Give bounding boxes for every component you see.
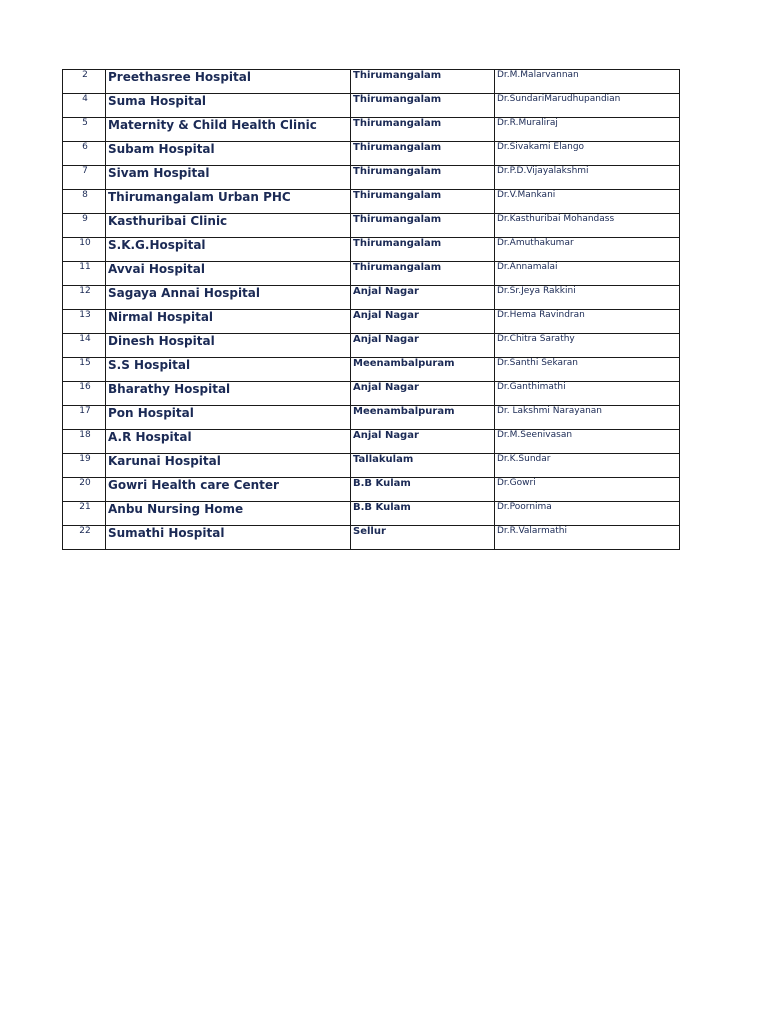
- doctor-name-cell: Dr.Kasthuribai Mohandass: [495, 214, 680, 238]
- doctor-name-cell: Dr.R.Muraliraj: [495, 118, 680, 142]
- doctor-name-cell: Dr.Annamalai: [495, 262, 680, 286]
- serial-number-cell: 10: [63, 238, 106, 262]
- table-row: [63, 502, 680, 526]
- area-cell: Thirumangalam: [351, 262, 495, 286]
- area-cell: Thirumangalam: [351, 142, 495, 166]
- area-cell: Thirumangalam: [351, 214, 495, 238]
- hospital-name-cell: Dinesh Hospital: [106, 334, 351, 358]
- table-row: [63, 454, 680, 478]
- table-row: [63, 262, 680, 286]
- table-row: [63, 478, 680, 502]
- hospital-name-cell: Suma Hospital: [106, 94, 351, 118]
- serial-number-cell: 4: [63, 94, 106, 118]
- table-row: [63, 142, 680, 166]
- serial-number-cell: 14: [63, 334, 106, 358]
- serial-number-cell: 6: [63, 142, 106, 166]
- hospital-name-cell: Nirmal Hospital: [106, 310, 351, 334]
- doctor-name-cell: Dr.M.Seenivasan: [495, 430, 680, 454]
- doctor-name-cell: Dr.Gowri: [495, 478, 680, 502]
- serial-number-cell: 15: [63, 358, 106, 382]
- area-cell: Thirumangalam: [351, 238, 495, 262]
- doctor-name-cell: Dr.P.D.Vijayalakshmi: [495, 166, 680, 190]
- table-row: [63, 310, 680, 334]
- hospital-name-cell: Pon Hospital: [106, 406, 351, 430]
- area-cell: Thirumangalam: [351, 190, 495, 214]
- serial-number-cell: 11: [63, 262, 106, 286]
- hospital-name-cell: Bharathy Hospital: [106, 382, 351, 406]
- doctor-name-cell: Dr.M.Malarvannan: [495, 70, 680, 94]
- table-row: [63, 166, 680, 190]
- table-row: [63, 526, 680, 550]
- table-row: [63, 70, 680, 94]
- table-row: [63, 190, 680, 214]
- serial-number-cell: 17: [63, 406, 106, 430]
- table-row: [63, 94, 680, 118]
- serial-number-cell: 9: [63, 214, 106, 238]
- area-cell: Anjal Nagar: [351, 334, 495, 358]
- table-row: [63, 238, 680, 262]
- hospital-table-body: [63, 70, 680, 550]
- table-row: [63, 406, 680, 430]
- area-cell: Thirumangalam: [351, 94, 495, 118]
- area-cell: Thirumangalam: [351, 118, 495, 142]
- hospital-name-cell: Subam Hospital: [106, 142, 351, 166]
- table-row: [63, 286, 680, 310]
- table-row: [63, 214, 680, 238]
- doctor-name-cell: Dr.Poornima: [495, 502, 680, 526]
- area-cell: Anjal Nagar: [351, 430, 495, 454]
- area-cell: Sellur: [351, 526, 495, 550]
- table-row: [63, 334, 680, 358]
- hospital-name-cell: Sumathi Hospital: [106, 526, 351, 550]
- table-row: [63, 430, 680, 454]
- area-cell: Meenambalpuram: [351, 406, 495, 430]
- doctor-name-cell: Dr. Lakshmi Narayanan: [495, 406, 680, 430]
- hospital-name-cell: A.R Hospital: [106, 430, 351, 454]
- hospital-name-cell: Gowri Health care Center: [106, 478, 351, 502]
- serial-number-cell: 21: [63, 502, 106, 526]
- hospital-name-cell: Sivam Hospital: [106, 166, 351, 190]
- doctor-name-cell: Dr.Hema Ravindran: [495, 310, 680, 334]
- table-row: [63, 358, 680, 382]
- table-row: [63, 382, 680, 406]
- area-cell: Tallakulam: [351, 454, 495, 478]
- hospital-table: [62, 69, 680, 550]
- doctor-name-cell: Dr.Amuthakumar: [495, 238, 680, 262]
- serial-number-cell: 19: [63, 454, 106, 478]
- area-cell: B.B Kulam: [351, 478, 495, 502]
- area-cell: Anjal Nagar: [351, 310, 495, 334]
- doctor-name-cell: Dr.Ganthimathi: [495, 382, 680, 406]
- doctor-name-cell: Dr.SundariMarudhupandian: [495, 94, 680, 118]
- hospital-name-cell: S.K.G.Hospital: [106, 238, 351, 262]
- doctor-name-cell: Dr.R.Valarmathi: [495, 526, 680, 550]
- hospital-name-cell: Thirumangalam Urban PHC: [106, 190, 351, 214]
- area-cell: Thirumangalam: [351, 166, 495, 190]
- doctor-name-cell: Dr.Sr.Jeya Rakkini: [495, 286, 680, 310]
- hospital-name-cell: Maternity & Child Health Clinic: [106, 118, 351, 142]
- area-cell: Thirumangalam: [351, 70, 495, 94]
- doctor-name-cell: Dr.Chitra Sarathy: [495, 334, 680, 358]
- hospital-name-cell: Avvai Hospital: [106, 262, 351, 286]
- serial-number-cell: 8: [63, 190, 106, 214]
- hospital-name-cell: Anbu Nursing Home: [106, 502, 351, 526]
- serial-number-cell: 16: [63, 382, 106, 406]
- area-cell: Anjal Nagar: [351, 382, 495, 406]
- doctor-name-cell: Dr.K.Sundar: [495, 454, 680, 478]
- hospital-name-cell: S.S Hospital: [106, 358, 351, 382]
- area-cell: Anjal Nagar: [351, 286, 495, 310]
- serial-number-cell: 2: [63, 70, 106, 94]
- hospital-name-cell: Kasthuribai Clinic: [106, 214, 351, 238]
- area-cell: Meenambalpuram: [351, 358, 495, 382]
- serial-number-cell: 7: [63, 166, 106, 190]
- doctor-name-cell: Dr.V.Mankani: [495, 190, 680, 214]
- serial-number-cell: 13: [63, 310, 106, 334]
- table-row: [63, 118, 680, 142]
- doctor-name-cell: Dr.Santhi Sekaran: [495, 358, 680, 382]
- hospital-name-cell: Sagaya Annai Hospital: [106, 286, 351, 310]
- serial-number-cell: 5: [63, 118, 106, 142]
- hospital-name-cell: Karunai Hospital: [106, 454, 351, 478]
- area-cell: B.B Kulam: [351, 502, 495, 526]
- hospital-name-cell: Preethasree Hospital: [106, 70, 351, 94]
- serial-number-cell: 12: [63, 286, 106, 310]
- doctor-name-cell: Dr.Sivakami Elango: [495, 142, 680, 166]
- serial-number-cell: 22: [63, 526, 106, 550]
- serial-number-cell: 20: [63, 478, 106, 502]
- serial-number-cell: 18: [63, 430, 106, 454]
